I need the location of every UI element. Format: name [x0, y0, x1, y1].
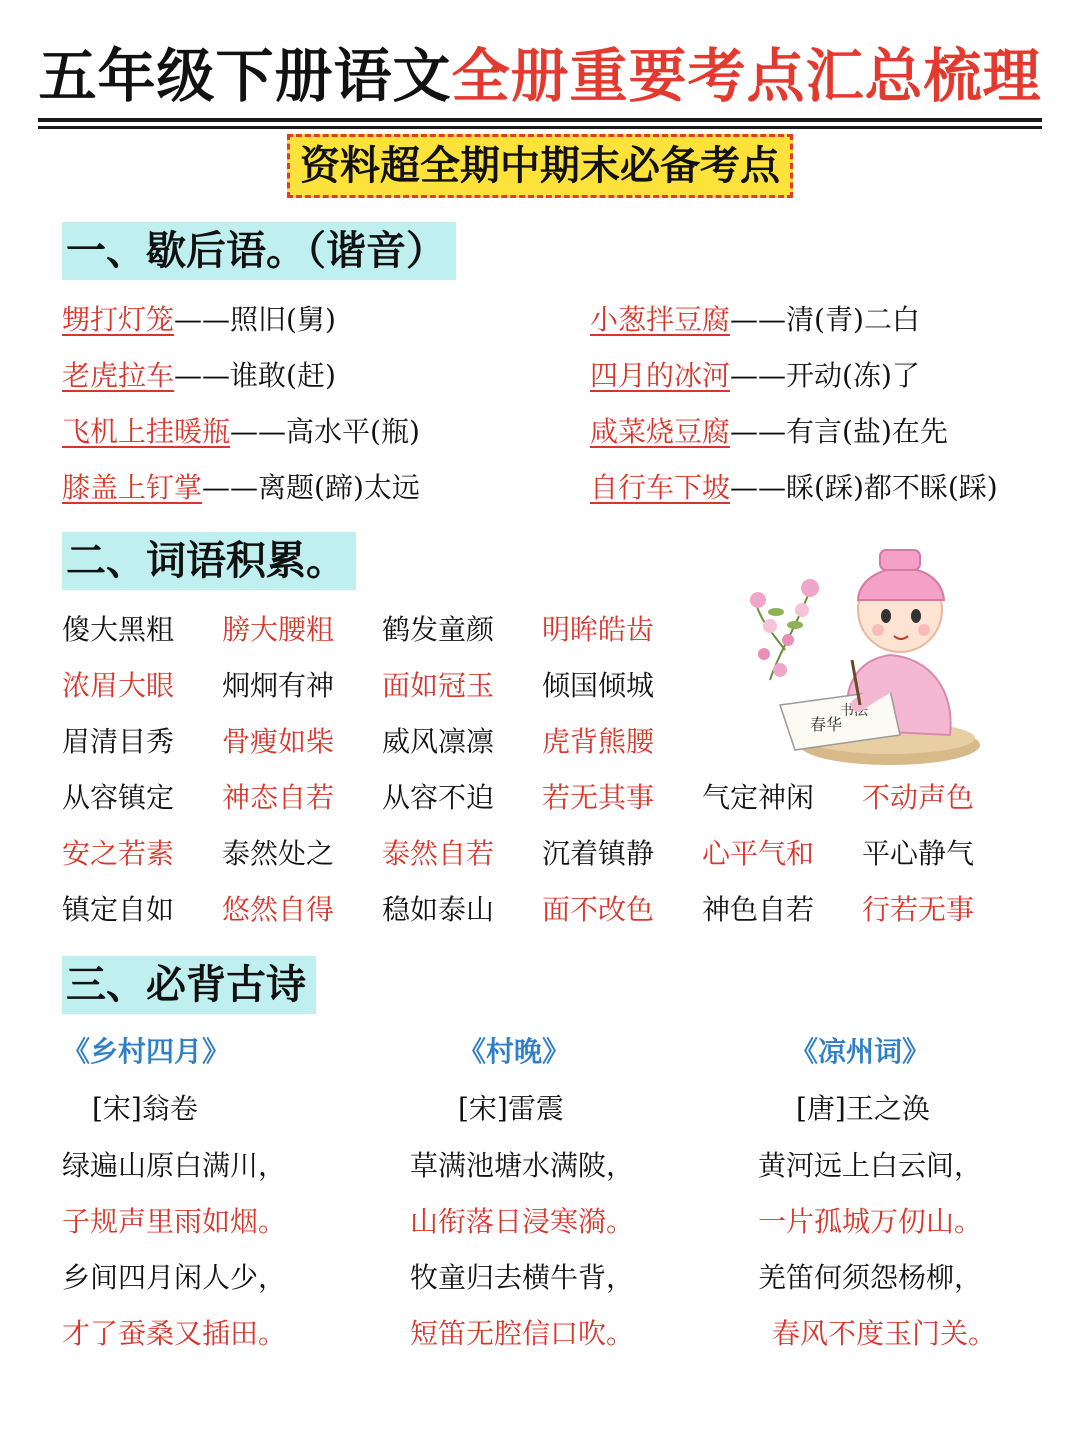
xiehouyu-item [62, 300, 336, 340]
poem-line: 绿遍山原白满川， [62, 1149, 287, 1182]
xiehouyu-answer: ——高水平(瓶) [230, 415, 420, 448]
vocab-word: 面不改色 [542, 893, 655, 926]
subtitle-area [0, 134, 1080, 198]
xiehouyu-item [62, 412, 420, 452]
poem-line: 黄河远上白云间， [758, 1149, 983, 1182]
xiehouyu-answer: ——有言(盐)在先 [730, 415, 948, 448]
xiehouyu-question: 自行车下坡 [590, 471, 731, 504]
scroll-text: 春华 [810, 715, 843, 734]
vocab-word: 安之若素 [62, 837, 175, 870]
xiehouyu-answer: ——离题(蹄)太远 [202, 471, 420, 504]
poem-line: 山衔落日浸寒漪。 [410, 1205, 635, 1238]
vocab-word: 若无其事 [542, 781, 655, 814]
vocab-word: 炯炯有神 [222, 669, 335, 702]
section-heading-poems: 三、必背古诗 [62, 956, 316, 1014]
xiehouyu-answer: ——开动(冻)了 [730, 359, 920, 392]
poem-line: 乡间四月闲人少， [62, 1261, 287, 1294]
vocab-word: 面如冠玉 [382, 669, 495, 702]
vocab-word: 威风凛凛 [382, 725, 495, 758]
xiehouyu-question: 咸菜烧豆腐 [590, 415, 731, 448]
vocab-word: 神态自若 [222, 781, 335, 814]
vocab-word: 从容镇定 [62, 781, 175, 814]
title-area [0, 40, 1080, 122]
vocab-word: 神色自若 [702, 893, 815, 926]
vocab-word: 泰然自若 [382, 837, 495, 870]
poem-title: 《凉州词》 [790, 1035, 931, 1068]
xiehouyu-question: 老虎拉车 [62, 359, 175, 392]
vocab-word: 气定神闲 [702, 781, 815, 814]
xiehouyu-item [62, 356, 336, 396]
poem-line: 一片孤城万仞山。 [758, 1205, 983, 1238]
vocab-word: 鹤发童颜 [382, 613, 495, 646]
poem-line: 短笛无腔信口吹。 [410, 1317, 635, 1350]
vocab-word: 浓眉大眼 [62, 669, 175, 702]
scholar-child-illustration [740, 530, 1000, 770]
subtitle-banner: 资料超全期中期末必备考点 [287, 134, 793, 198]
vocab-word: 膀大腰粗 [222, 613, 335, 646]
page-title [38, 40, 1041, 122]
poem-line: 草满池塘水满陂， [410, 1149, 635, 1182]
vocab-word: 从容不迫 [382, 781, 495, 814]
xiehouyu-question: 四月的冰河 [590, 359, 731, 392]
xiehouyu-item [62, 468, 420, 508]
vocab-word: 行若无事 [862, 893, 975, 926]
xiehouyu-answer: ——清(青)二白 [730, 303, 920, 336]
poem-author: [宋]翁卷 [92, 1092, 198, 1125]
vocab-word: 镇定自如 [62, 893, 175, 926]
poem-author: [宋]雷震 [458, 1092, 564, 1125]
poem-title: 《村晚》 [458, 1035, 571, 1068]
poem-line: 牧童归去横牛背， [410, 1261, 635, 1294]
vocab-word: 泰然处之 [222, 837, 335, 870]
xiehouyu-answer: ——照旧(舅) [174, 303, 336, 336]
poem-line: 春风不度玉门关。 [772, 1317, 997, 1350]
xiehouyu-answer: ——谁敢(赶) [174, 359, 336, 392]
xiehouyu-question: 小葱拌豆腐 [590, 303, 731, 336]
poem-author: [唐]王之涣 [796, 1092, 930, 1125]
vocab-word: 明眸皓齿 [542, 613, 655, 646]
xiehouyu-question: 膝盖上钉掌 [62, 471, 203, 504]
vocab-word: 骨瘦如柴 [222, 725, 335, 758]
vocab-word: 傻大黑粗 [62, 613, 175, 646]
xiehouyu-question: 飞机上挂暖瓶 [62, 415, 231, 448]
xiehouyu-item [590, 300, 920, 340]
section-heading-xiehouyu: 一、歇后语。（谐音） [62, 222, 456, 280]
section-heading-vocab: 二、词语积累。 [62, 532, 356, 590]
vocab-word: 沉着镇静 [542, 837, 655, 870]
vocab-word: 悠然自得 [222, 893, 335, 926]
xiehouyu-item [590, 356, 920, 396]
vocab-word: 虎背熊腰 [542, 725, 655, 758]
xiehouyu-question: 甥打灯笼 [62, 303, 175, 336]
poem-line: 才了蚕桑又插田。 [62, 1317, 287, 1350]
flower-branch-icon [750, 579, 819, 680]
poem-title: 《乡村四月》 [62, 1035, 231, 1068]
vocab-word: 眉清目秀 [62, 725, 175, 758]
vocab-word: 稳如泰山 [382, 893, 495, 926]
xiehouyu-item [590, 412, 948, 452]
vocab-word: 平心静气 [862, 837, 975, 870]
vocab-word: 心平气和 [702, 837, 815, 870]
vocab-word: 倾国倾城 [542, 669, 655, 702]
scroll-text: 书法 [840, 703, 868, 719]
vocab-word: 不动声色 [862, 781, 975, 814]
poem-line: 子规声里雨如烟。 [62, 1205, 287, 1238]
title-part-red: 全册重要考点汇总梳理 [451, 42, 1042, 110]
poem-line: 羌笛何须怨杨柳， [758, 1261, 983, 1294]
title-part-black: 五年级下册语文 [38, 42, 452, 110]
xiehouyu-item [590, 468, 998, 508]
xiehouyu-answer: ——睬(踩)都不睬(踩) [730, 471, 998, 504]
